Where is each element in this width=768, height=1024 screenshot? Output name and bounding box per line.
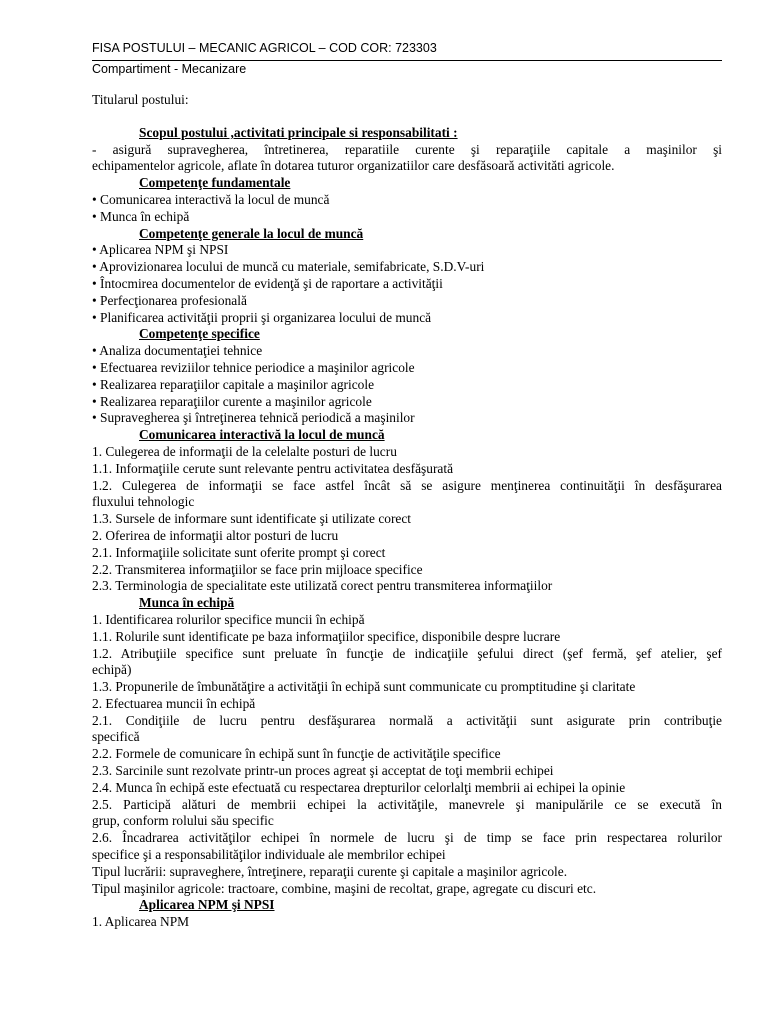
section-heading: Munca în echipă: [139, 595, 235, 611]
text-line: specifice şi a responsabilităţilor individuale ale membrilor echipei: [92, 847, 446, 863]
text-line: grup, conform rolului său specific: [92, 813, 274, 829]
text-line: echipamentelor agricole, aflate în dotarea tuturor organizatiilor care desfăsoară activităti agricole.: [92, 158, 615, 174]
paragraph-line: 1.2. Atribuţiile specifice sunt preluate în funcţie de indicaţiile şefului direct (şef fermă, şef atelier, şef: [92, 645, 722, 661]
text-line: 2.3. Sarcinile sunt rezolvate printr-un proces agreat şi acceptat de toţi membrii echipei: [92, 763, 554, 779]
spacer: [92, 108, 722, 125]
text-line: • Efectuarea reviziilor tehnice periodice a maşinilor agricole: [92, 359, 415, 375]
paragraph-line: 2.1. Condiţiile de lucru pentru desfăşurarea normală a activităţii sunt asigurate prin contribuţie: [92, 712, 722, 728]
text-line: • Realizarea reparaţiilor capitale a maşinilor agricole: [92, 376, 375, 392]
text-line: 2. Oferirea de informaţii altor posturi de lucru: [92, 527, 339, 543]
section-heading: Scopul postului ,activitati principale si responsabilitati :: [139, 124, 458, 140]
text-line: • Planificarea activităţii proprii şi organizarea locului de muncă: [92, 309, 432, 325]
text-line: 1. Aplicarea NPM: [92, 914, 190, 930]
paragraph-line: 1.2. Culegerea de informaţii se face astfel încât să se asigure menţinerea continuităţii în desfăşurarea: [92, 477, 722, 493]
text-line: 2.2. Formele de comunicare în echipă sunt în funcţie de activităţile specifice: [92, 746, 501, 762]
text-line: • Supravegherea şi întreţinerea tehnică periodică a maşinilor: [92, 410, 415, 426]
text-line: 1.3. Propunerile de îmbunătăţire a activităţii în echipă sunt communicate cu promptitudine şi claritate: [92, 679, 636, 695]
document-body: [92, 78, 722, 931]
text-line: 2.4. Munca în echipă este efectuată cu respectarea drepturilor celorlalţi membrii ai echipei la opinie: [92, 779, 626, 795]
text-line: 1. Identificarea rolurilor specifice muncii în echipă: [92, 611, 365, 627]
text-line: • Aplicarea NPM şi NPSI: [92, 242, 229, 258]
document-page: [92, 40, 722, 931]
holder-row: [92, 78, 722, 108]
text-line: specifică: [92, 729, 140, 745]
text-line: • Munca în echipă: [92, 208, 190, 224]
paragraph-line: - asigură supravegherea, întretinerea, reparatiile curente şi reparaţiile capitale a maşinilor şi: [92, 141, 722, 157]
text-line: • Aprovizionarea locului de muncă cu materiale, semifabricate, S.D.V-uri: [92, 259, 485, 275]
paragraph-line: 2.5. Participă alături de membrii echipei la activităţile, manevrele şi manipulările ce se execută în: [92, 796, 722, 812]
text-line: echipă): [92, 662, 132, 678]
section-heading: Aplicarea NPM şi NPSI: [139, 897, 275, 913]
section-heading: Comunicarea interactivă la locul de muncă: [139, 427, 385, 443]
text-line: 1.3. Sursele de informare sunt identificate şi utilizate corect: [92, 511, 412, 527]
content-list: [92, 125, 722, 931]
department-label: Compartiment - Mecanizare: [92, 62, 247, 76]
text-line: 1.1. Rolurile sunt identificate pe baza informaţiilor specifice, disponibile despre lucrare: [92, 628, 561, 644]
text-line: • Perfecţionarea profesională: [92, 292, 247, 308]
holder-label: Titularul postului:: [92, 92, 189, 107]
text-line: • Întocmirea documentelor de evidenţă şi de raportare a activităţii: [92, 275, 443, 291]
document-header-title: FISA POSTULUI – MECANIC AGRICOL – COD COR: 723303: [92, 41, 437, 55]
text-line: Tipul maşinilor agricole: tractoare, combine, maşini de recoltat, grape, agregate cu discuri etc.: [92, 880, 597, 896]
text-line: 2.2. Transmiterea informaţiilor se face prin mijloace specifice: [92, 561, 423, 577]
text-line: 1. Culegerea de informaţii de la celelalte posturi de lucru: [92, 443, 397, 459]
text-line: Tipul lucrării: supraveghere, întreţinere, reparaţii curente şi capitale a maşinilor agricole.: [92, 863, 568, 879]
text-line: fluxului tehnologic: [92, 494, 195, 510]
text-line: • Realizarea reparaţiilor curente a maşinilor agricole: [92, 393, 372, 409]
text-line: 2.1. Informaţiile solicitate sunt oferite prompt şi corect: [92, 544, 386, 560]
text-line: 2.3. Terminologia de specialitate este utilizată corect pentru transmiterea informaţiilor: [92, 578, 553, 594]
paragraph-line: 2.6. Încadrarea activităţilor echipei în normele de lucru şi de timp se face prin respectarea rolurilor: [92, 830, 722, 846]
section-heading: Competenţe generale la locul de muncă: [139, 225, 364, 241]
text-line: • Comunicarea interactivă la locul de muncă: [92, 191, 330, 207]
text-line: 2. Efectuarea muncii în echipă: [92, 695, 256, 711]
text-line: • Analiza documentaţiei tehnice: [92, 343, 263, 359]
section-heading: Competenţe specifice: [139, 326, 260, 342]
text-line: 1.1. Informaţiile cerute sunt relevante pentru activitatea desfăşurată: [92, 460, 454, 476]
section-heading: Competenţe fundamentale: [139, 175, 291, 191]
